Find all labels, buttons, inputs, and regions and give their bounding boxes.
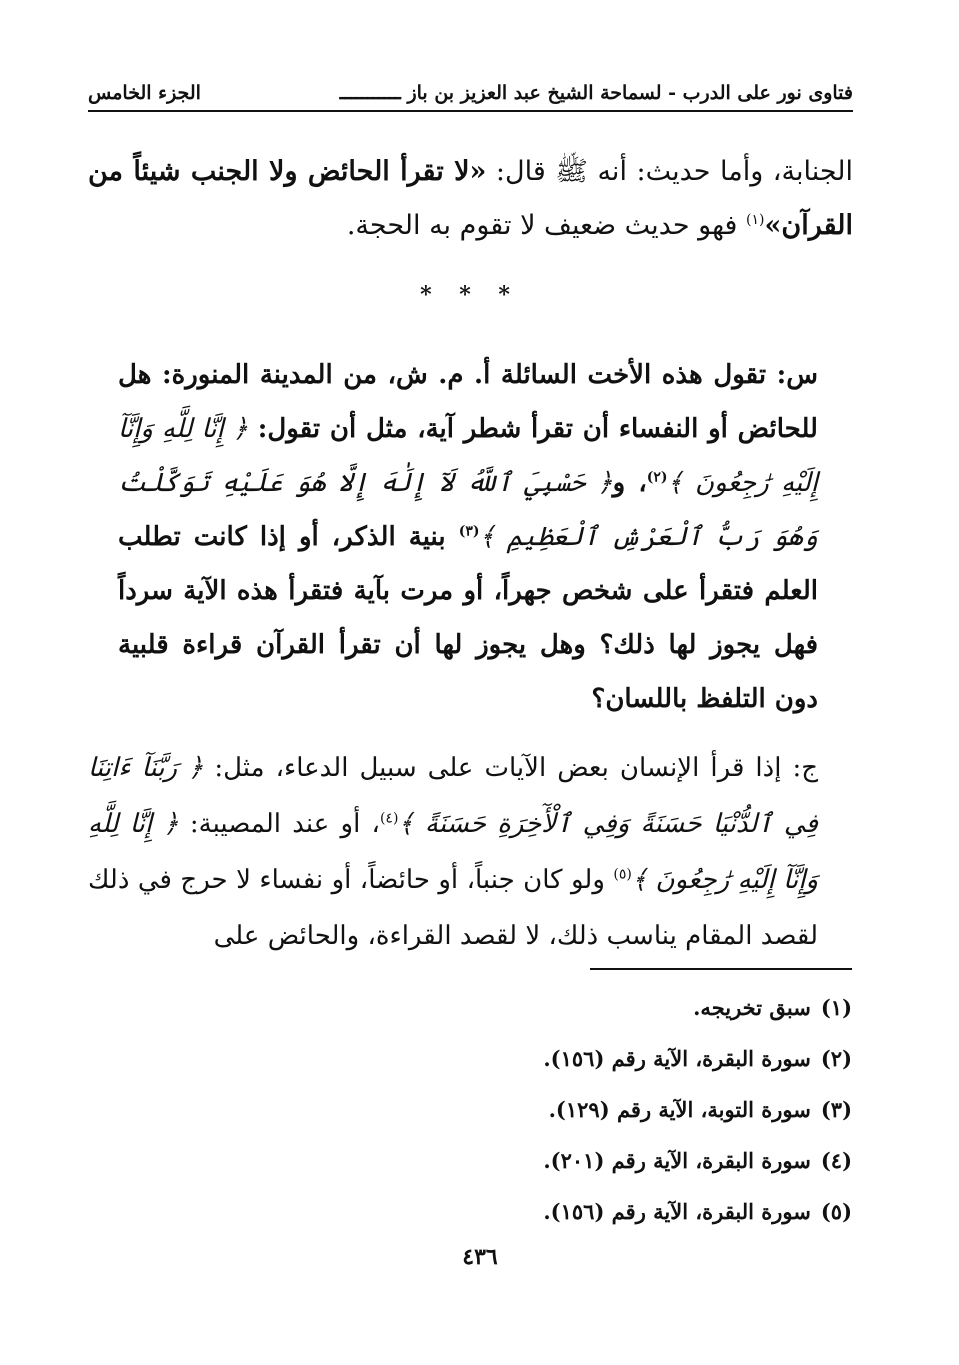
footnote-item: [300, 1033, 852, 1084]
answer-tail: ولو كان جنباً، أو حائضاً، أو نفساء لا حرج في ذلك لقصد المقام يناسب ذلك، لا لقصد القراءة، والحائض على: [88, 865, 818, 951]
footnote-item: [300, 1135, 852, 1186]
footnote-number: (٥): [820, 1199, 852, 1224]
hadith-quote: «لا تقرأ الحائض ولا الجنب شيئاً من القرآن»: [88, 156, 853, 241]
footnote-ref-1[interactable]: (١): [746, 212, 765, 228]
footnote-ref-4[interactable]: (٤): [379, 810, 399, 827]
footnote-text: سورة البقرة، الآية رقم (١٥٦).: [543, 1199, 811, 1224]
footnote-ref-3[interactable]: (٣): [458, 523, 480, 540]
footnote-item: [300, 1084, 852, 1135]
footnote-ref-5[interactable]: (٥): [613, 866, 632, 883]
intro-text-2: فهو حديث ضعيف لا تقوم به الحجة.: [346, 210, 747, 241]
footnote-number: (٣): [820, 1097, 852, 1122]
quran-verse-1: ﴿ إِنَّا لِلَّهِ وَإِنَّآ إِلَيْهِ رَٰجِعُونَ ﴾: [118, 414, 819, 498]
quran-verse-4: ﴿ إِنَّا لِلَّهِ وَإِنَّآ إِلَيْهِ رَٰجِعُونَ ﴾: [88, 809, 819, 895]
header-book-title: فتاوى نور على الدرب - لسماحة الشيخ عبد العزيز بن باز ـــــــــــ: [339, 82, 853, 104]
footnote-text: سورة البقرة، الآية رقم (١٥٦).: [543, 1046, 811, 1071]
footnote-number: (٢): [820, 1046, 852, 1071]
question-lead: س: تقول هذه الأخت السائلة أ. م. ش، من المدينة المنورة: هل للحائض أو النفساء أن تقرأ شطر آية، مثل أن تقول:: [118, 360, 818, 444]
footnote-number: (٤): [820, 1148, 852, 1173]
quran-verse-2: ﴿ حَسْبِيَ ٱللَّهُ لَآ إِلَٰهَ إِلَّا هُوَ عَلَيْهِ تَوَكَّلْتُ وَهُوَ رَبُّ ٱلْعَرْشِ ٱلْعَظِيمِ ﴾: [118, 468, 818, 552]
footnotes: [300, 982, 852, 1237]
footnote-divider: [590, 968, 852, 970]
footnote-ref-2[interactable]: (٢): [646, 469, 668, 486]
answer-lead: ج: إذا قرأ الإنسان بعض الآيات على سبيل الدعاء، مثل:: [203, 753, 818, 783]
footnote-item: [300, 1186, 852, 1237]
footnote-text: سورة التوبة، الآية رقم (١٢٩).: [548, 1097, 811, 1122]
running-header: [88, 82, 853, 112]
section-separator: * * *: [420, 282, 520, 308]
answer-paragraph: [88, 740, 818, 964]
page-number: ٤٣٦: [462, 1244, 498, 1270]
footnote-text: سبق تخريجه.: [693, 995, 811, 1020]
footnote-item: [300, 982, 852, 1033]
header-volume: الجزء الخامس: [88, 82, 201, 104]
question-tail: بنية الذكر، أو إذا كانت تطلب العلم فتقرأ على شخص جهراً، أو مرت بآية فتقرأ هذه الآية سرداً فهل يجوز لها ذلك؟ وهل يجوز لها أن تقرأ القرآن قراءة قلبية دون التلفظ باللسان؟: [118, 522, 818, 714]
intro-text-1: الجنابة، وأما حديث: أنه ﷺ قال:: [486, 156, 854, 187]
quran-verse-3: ﴿ رَبَّنَآ ءَاتِنَا فِي ٱلدُّنْيَا حَسَنَةً وَفِي ٱلْأٓخِرَةِ حَسَنَةً ﴾: [88, 753, 818, 839]
question-paragraph: [118, 348, 818, 726]
intro-paragraph: [88, 145, 853, 253]
footnote-number: (١): [820, 995, 852, 1020]
answer-mid: ، أو عند المصيبة:: [178, 809, 380, 839]
footnote-text: سورة البقرة، الآية رقم (٢٠١).: [543, 1148, 811, 1173]
question-mid: ، و: [612, 468, 647, 498]
